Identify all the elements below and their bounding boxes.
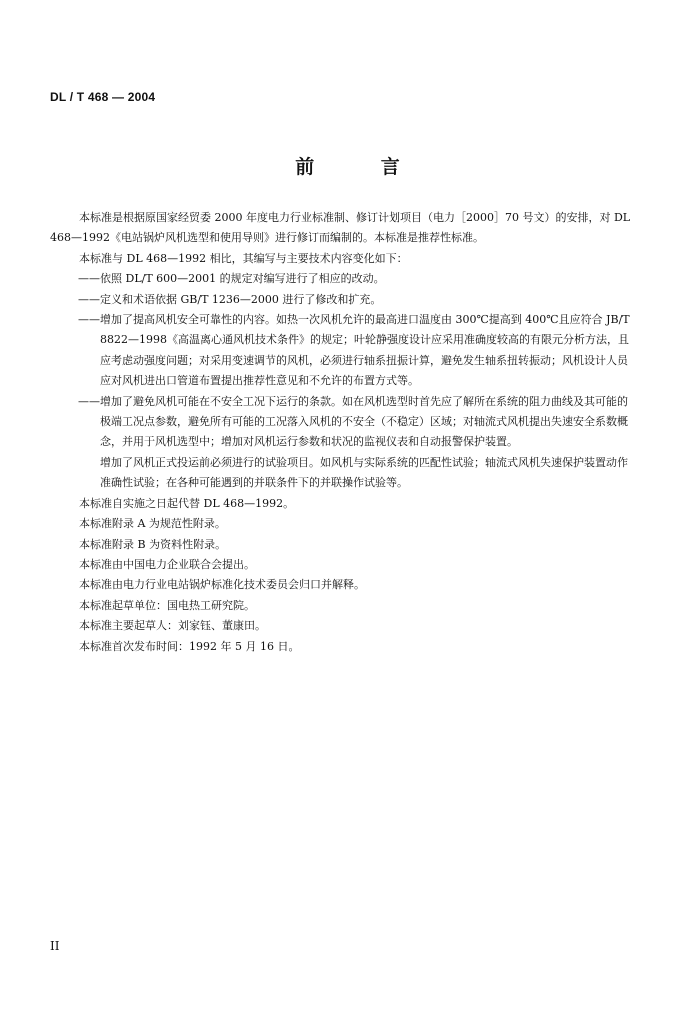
- statement-drafting-unit: 本标准起草单位：国电热工研究院。: [79, 598, 255, 612]
- statement-annex-a: 本标准附录 A 为规范性附录。: [79, 517, 226, 531]
- page-number: II: [50, 939, 60, 953]
- change-item-safe-operation: ——增加了避免风机可能在不安全工况下运行的条款。如在风机选型时首先应了解所在系统的阻力曲线及其可能的极端工况点参数，避免所有可能的工况落入风机的不安全（不稳定）区域；对轴流式风机提出失速安全系数概念，并用于风机选型中；增加对风机运行参数和状况的监视仪表和自动报警保护装置。: [78, 394, 628, 449]
- standard-code-header: DL / T 468 — 2004: [50, 90, 156, 104]
- document-body: [50, 208, 632, 657]
- intro-paragraph: 本标准是根据原国家经贸委 2000 年度电力行业标准制、修订计划项目（电力［2000］70 号文）的安排，对 DL 468—1992《电站锅炉风机选型和使用导则》进行修订而编制的。本标准是推荐性标准。: [50, 211, 631, 245]
- statement-first-issue: 本标准首次发布时间：1992 年 5 月 16 日。: [79, 639, 300, 653]
- change-item-definitions: ——定义和术语依据 GB/T 1236—2000 进行了修改和扩充。: [78, 292, 382, 306]
- statement-replaces: 本标准自实施之日起代替 DL 468—1992。: [79, 496, 295, 510]
- statement-drafters: 本标准主要起草人：刘家钰、董康田。: [79, 619, 266, 633]
- change-item-tests: 增加了风机正式投运前必须进行的试验项目。如风机与实际系统的匹配性试验；轴流式风机失速保护装置动作准确性试验；在各种可能遇到的并联条件下的并联操作试验等。: [100, 455, 628, 490]
- change-item-reliability: ——增加了提高风机安全可靠性的内容。如热一次风机允许的最高进口温度由 300℃提高到 400℃且应符合 JB/T 8822—1998《高温离心通风机技术条件》的规定；叶轮静强度设计应采用准确度较高的有限元分析方法，且应考虑动强度问题；对采用变速调节的风机，必须进行轴系扭振计算，避免发生轴系扭转振动；风机设计人员应对风机进出口管道布置提出推荐性意见和不允许的布置方式等。: [78, 313, 630, 388]
- statement-proposed-by: 本标准由中国电力企业联合会提出。: [79, 557, 255, 571]
- statement-annex-b: 本标准附录 B 为资料性附录。: [79, 537, 227, 551]
- change-item-editorial: ——依照 DL/T 600—2001 的规定对编写进行了相应的改动。: [78, 272, 385, 286]
- statement-managed-by: 本标准由电力行业电站锅炉标准化技术委员会归口并解释。: [79, 578, 365, 592]
- changes-intro: 本标准与 DL 468—1992 相比，其编写与主要技术内容变化如下：: [79, 251, 408, 265]
- page-title: 前 言: [295, 156, 430, 178]
